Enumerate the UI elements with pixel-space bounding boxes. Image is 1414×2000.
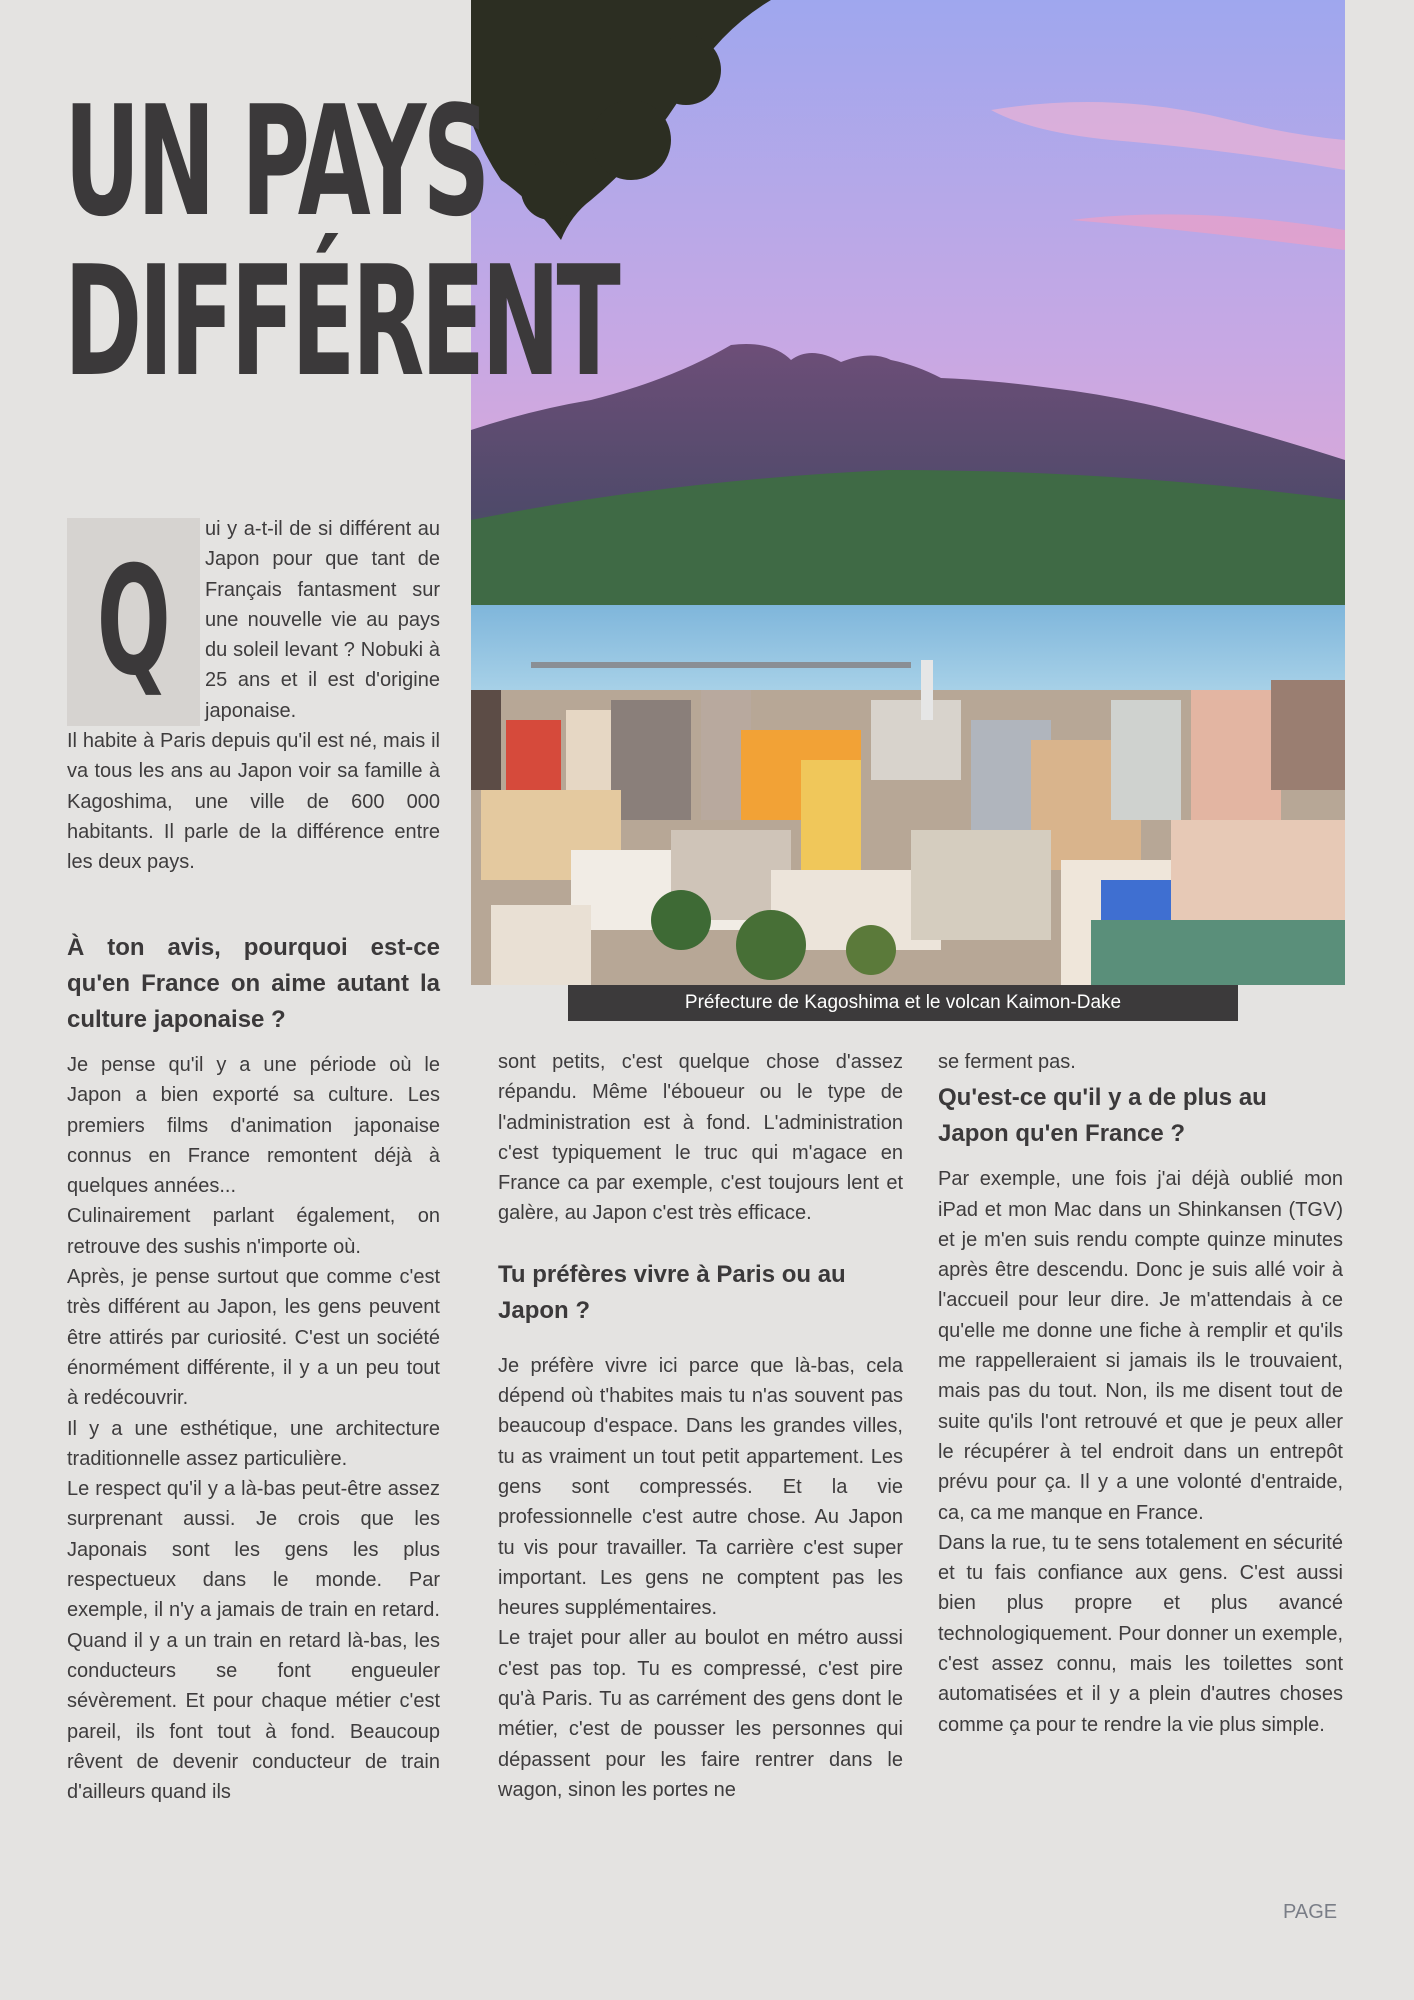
article-column-3 <box>938 1047 1343 1740</box>
answer-1-paragraph-2: Culinairement parlant également, on retrouve des sushis n'importe où. <box>67 1205 440 1258</box>
photo-caption: Préfecture de Kagoshima et le volcan Kaimon-Dake <box>568 985 1238 1021</box>
answer-2-paragraph-1: Je préfère vivre ici parce que là-bas, cela dépend où t'habites mais tu n'as souvent pas beaucoup d'espace. Dans les grandes villes, tu as vraiment un tout petit appartement. Les gens sont compressés. Et la vie professionnelle c'est autre chose. Au Japon tu vis pour travailler. Ta carrière c'est super important. Les gens ne comptent pas les heures supplémentaires. <box>498 1354 903 1620</box>
dropcap-letter: Q <box>96 535 171 709</box>
answer-1-continued: sont petits, c'est quelque chose d'assez répandu. Même l'éboueur ou le type de l'administration est à fond. L'administration c'est typiquement le truc qui m'agace en France ca par exemple, c'est toujours lent et galère, au Japon c'est très efficace. <box>498 1051 903 1225</box>
answer-2-paragraph-2: Le trajet pour aller au boulot en métro aussi c'est pas top. Tu es compressé, c'est pire qu'à Paris. Tu as carrément des gens dont le métier, c'est de pousser les personnes qui dépassent pour les faire rentrer dans le wagon, sinon les portes ne <box>498 1627 903 1801</box>
article-column-2 <box>498 1047 903 1805</box>
answer-1-paragraph-5: Le respect qu'il y a là-bas peut-être assez surprenant aussi. Je crois que les Japonais sont les gens les plus respectueux dans le monde. Par exemple, il n'y a jamais de train en retard. Quand il y a un train en retard là-bas, les conducteurs se font engueuler sévèrement. Et pour chaque métier c'est pareil, ils font tout à fond. Beaucoup rêvent de devenir conducteur de train d'ailleurs quand ils <box>67 1478 440 1804</box>
intro-paragraph-2: Il habite à Paris depuis qu'il est né, mais il va tous les ans au Japon voir sa famille à Kagoshima, une ville de 600 000 habitants. Il parle de la différence entre les deux pays. <box>67 730 440 874</box>
question-3: Qu'est-ce qu'il y a de plus au Japon qu'en France ? <box>938 1084 1267 1148</box>
answer-1-paragraph-3: Après, je pense surtout que comme c'est très différent au Japon, les gens peuvent être attirés par curiosité. C'est un société énormément différente, il y a un peu tout à redécouvrir. <box>67 1266 440 1410</box>
question-1: À ton avis, pourquoi est-ce qu'en France on aime autant la culture japonaise ? <box>67 934 440 1033</box>
article-column-1 <box>67 930 440 1807</box>
question-2: Tu préfères vivre à Paris ou au Japon ? <box>498 1260 846 1324</box>
answer-1-paragraph-1: Je pense qu'il y a une période où le Japon a bien exporté sa culture. Les premiers films d'animation japonaise connus en France remontent déjà à quelques années... <box>67 1054 440 1198</box>
title-line-2: DIFFÉRENT <box>64 233 618 410</box>
intro <box>67 514 440 878</box>
answer-1-paragraph-4: Il y a une esthétique, une architecture traditionnelle assez particulière. <box>67 1417 440 1470</box>
answer-3-paragraph-2: Dans la rue, tu te sens totalement en sécurité et tu fais confiance aux gens. C'est aussi bien plus propre et plus avancé technologiquement. Pour donner un exemple, c'est assez connu, mais les toilettes sont automatisées et il y a plein d'autres choses comme ça pour te rendre la vie plus simple. <box>938 1531 1343 1736</box>
page-number-label: PAGE <box>1283 1901 1338 1923</box>
intro-paragraph-1: ui y a-t-il de si différent au Japon pour que tant de Français fantasment sur une nouvelle vie au pays du soleil levant ? Nobuki à 25 ans et il est d'origine japonaise. <box>205 518 440 722</box>
dropcap-box <box>67 518 200 726</box>
page-title <box>64 73 618 410</box>
answer-2-continued: se ferment pas. <box>938 1051 1076 1073</box>
answer-3-paragraph-1: Par exemple, une fois j'ai déjà oublié mon iPad et mon Mac dans un Shinkansen (TGV) et je m'en suis rendu compte quinze minutes après être descendu. Donc je suis allé voir à l'accueil pour leur dire. Je m'attendais à ce qu'elle me donne une fiche à remplir et qu'ils me rappelleraient si jamais ils le trouvaient, mais pas du tout. Non, ils me disent tout de suite qu'ils l'ont retrouvé et que je peux aller le récupérer à tel endroit dans un entrepôt prévu pour ça. Il y a une volonté d'entraide, ca, ca me manque en France. <box>938 1168 1343 1524</box>
title-line-1: UN PAYS <box>64 73 487 250</box>
